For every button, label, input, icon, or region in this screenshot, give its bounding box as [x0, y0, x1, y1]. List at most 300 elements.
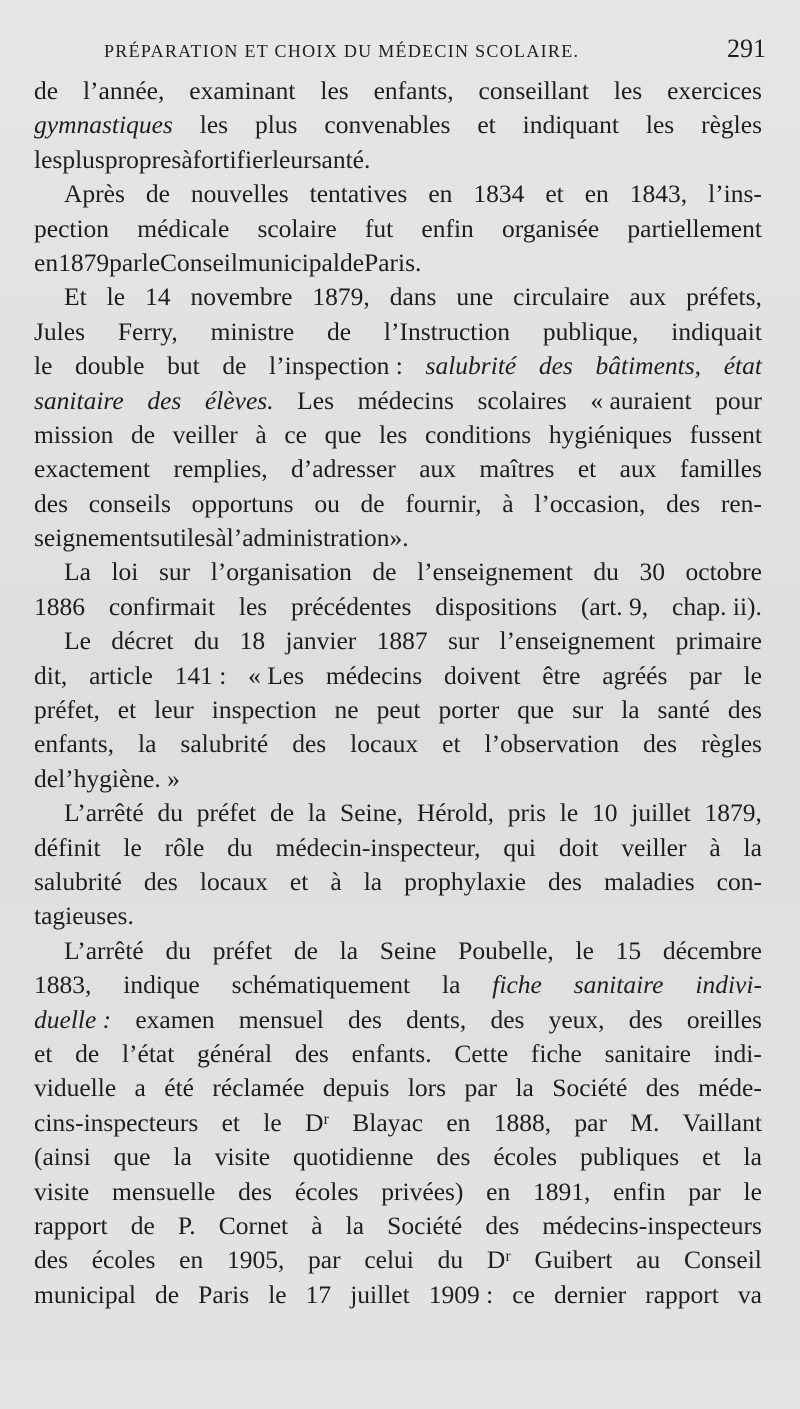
word: Le — [64, 626, 91, 656]
word: médicale — [137, 213, 230, 243]
word: la — [339, 935, 359, 965]
word: l’enseignement — [499, 626, 656, 656]
word: médecins-inspecteurs — [542, 1210, 762, 1240]
word: l’administration — [226, 523, 390, 553]
word: l’observation — [484, 729, 620, 759]
word: santé — [657, 695, 710, 725]
word: au — [636, 1245, 661, 1275]
word: Paris — [198, 1279, 250, 1309]
text-line — [34, 796, 762, 830]
word: général — [197, 1038, 273, 1068]
italic-word: sanitaire — [34, 385, 124, 415]
word: Poubelle, — [458, 935, 554, 965]
word: visite — [214, 1142, 271, 1172]
word: à — [255, 419, 267, 449]
text-line — [34, 1209, 762, 1243]
word: par — [574, 1107, 607, 1137]
word: plus — [62, 144, 105, 174]
word: ministre — [210, 316, 295, 346]
word: pection — [34, 213, 110, 243]
word: Société — [387, 1210, 463, 1240]
word: 30 — [639, 557, 665, 587]
word: l’organisation — [210, 557, 352, 587]
word: l’ins- — [708, 179, 762, 209]
word: et — [442, 729, 461, 759]
word: ». — [389, 523, 409, 553]
word: la — [173, 1142, 192, 1172]
word: l’Instruction — [383, 316, 510, 346]
word: définit — [34, 832, 101, 862]
word: que — [113, 1142, 151, 1172]
text-line — [34, 555, 762, 589]
word: mission — [34, 419, 114, 449]
text-line — [34, 108, 762, 142]
word: 10 — [591, 798, 618, 828]
word: quotidienne — [293, 1142, 414, 1172]
word: précédentes — [291, 591, 412, 621]
word: sur — [158, 557, 191, 587]
word: la — [442, 970, 461, 1000]
word: enfin — [613, 1176, 666, 1206]
word: du — [437, 1245, 464, 1275]
text-line — [34, 349, 762, 383]
word: dernier — [553, 1279, 627, 1309]
text-line — [34, 693, 762, 727]
word: en — [446, 1107, 471, 1137]
word: des — [645, 1073, 680, 1103]
word: fut — [364, 213, 394, 243]
text-line — [34, 452, 762, 486]
word: seignements — [34, 523, 161, 553]
word: et — [477, 110, 496, 140]
word: but — [167, 351, 200, 381]
word: veiller — [621, 832, 687, 862]
word: préfets, — [686, 282, 762, 312]
word: locaux — [199, 866, 268, 896]
word: L’arrêté — [64, 935, 144, 965]
running-title: PRÉPARATION ET CHOIX DU MÉDECIN SCOLAIRE. — [104, 41, 580, 61]
word: 1905, — [226, 1245, 285, 1275]
word: utiles — [160, 523, 216, 553]
word: examinant — [189, 76, 296, 105]
text-line — [34, 659, 762, 693]
word: ce — [512, 1279, 535, 1309]
word: sur — [572, 695, 604, 725]
word: des — [490, 1004, 525, 1034]
word: « auraient — [590, 385, 692, 415]
text-line — [34, 762, 762, 796]
word: à — [709, 832, 721, 862]
italic-word: état — [723, 351, 762, 381]
word: loi — [111, 557, 139, 587]
word: de — [222, 351, 247, 381]
word: 1891, — [532, 1176, 591, 1206]
word: de — [360, 488, 385, 518]
word: médecins — [325, 660, 423, 690]
word: de — [145, 179, 170, 209]
word: juillet — [631, 798, 691, 828]
word: dit, — [34, 660, 68, 690]
word: de — [339, 247, 365, 277]
word: qui — [503, 832, 536, 862]
word: préfet, — [34, 695, 100, 725]
word: fournir, — [405, 488, 482, 518]
word: opportuns — [191, 488, 294, 518]
word: Conseil — [683, 1245, 762, 1275]
word: Après — [64, 179, 125, 209]
word: 17 — [305, 1279, 332, 1309]
word: octobre — [685, 557, 762, 587]
word: de — [155, 1279, 180, 1309]
word: article — [89, 660, 153, 690]
word: juillet — [350, 1279, 410, 1309]
word: l’état — [121, 1038, 175, 1068]
word: Dʳ — [304, 1107, 329, 1137]
word: enfants, — [373, 76, 454, 105]
word: propres — [104, 144, 182, 174]
page-number: 291 — [727, 34, 766, 63]
word: conditions — [424, 419, 532, 449]
word: mensuel — [238, 1004, 324, 1034]
word: tentatives — [309, 179, 408, 209]
word: préfet — [196, 798, 257, 828]
word: et — [545, 179, 564, 209]
word: maîtres — [479, 454, 555, 484]
word: veiller — [172, 419, 238, 449]
word: et — [117, 695, 137, 725]
word: par — [109, 247, 142, 277]
word: des — [628, 1004, 663, 1034]
word: et — [702, 1142, 721, 1172]
word: Vaillant — [682, 1107, 762, 1137]
word: une — [456, 282, 494, 312]
word: le — [575, 935, 594, 965]
word: réclamée — [212, 1073, 305, 1103]
word: salubrité — [34, 866, 122, 896]
text-line — [34, 1140, 762, 1174]
word: écoles — [294, 1176, 359, 1206]
word: en — [34, 247, 59, 277]
word: des — [34, 1245, 68, 1275]
text-line — [34, 246, 762, 280]
word: par — [689, 660, 722, 690]
word: la — [515, 1073, 534, 1103]
word: les — [320, 76, 349, 105]
word: Paris. — [364, 247, 422, 277]
word: dispositions — [435, 591, 558, 621]
text-line — [34, 968, 762, 1002]
word: les — [34, 144, 63, 174]
word: écoles — [493, 1142, 558, 1172]
word: été — [164, 1073, 195, 1103]
word: depuis — [322, 1073, 390, 1103]
word: à — [181, 144, 193, 174]
word: municipal — [237, 247, 340, 277]
word: aux — [629, 282, 667, 312]
word: confirmait — [108, 591, 216, 621]
word: aux — [619, 454, 657, 484]
word: et — [34, 1038, 53, 1068]
word: en — [486, 1176, 511, 1206]
word: le — [263, 1107, 282, 1137]
word: des — [143, 866, 178, 896]
word: nouvelles — [190, 179, 289, 209]
word: de — [75, 1038, 100, 1068]
italic-word: des — [538, 351, 573, 381]
word: 14 — [144, 282, 171, 312]
word: remplies, — [173, 454, 268, 484]
text-line — [34, 212, 762, 246]
word: règles — [701, 110, 762, 140]
word: leur — [271, 144, 312, 174]
word: et — [221, 1107, 240, 1137]
word: organisée — [501, 213, 600, 243]
word: médecin-inspecteur, — [275, 832, 481, 862]
word: 1888, — [493, 1107, 552, 1137]
word: convenables — [324, 110, 451, 140]
word: ne — [334, 695, 359, 725]
word: Dʳ — [486, 1245, 511, 1275]
word: la — [363, 866, 383, 896]
word: lors — [407, 1073, 447, 1103]
word: exercices — [667, 76, 762, 105]
word: à — [330, 866, 342, 896]
word: aux — [419, 454, 457, 484]
word: de — [34, 763, 59, 793]
word: et — [577, 454, 597, 484]
word: ou — [314, 488, 340, 518]
word: M. — [630, 1107, 660, 1137]
word: de — [327, 316, 352, 346]
word: « Les — [248, 660, 305, 690]
word: inspection — [211, 695, 317, 725]
word: la — [307, 798, 327, 828]
word: con- — [716, 866, 762, 896]
word: indiquant — [522, 110, 619, 140]
word: indi- — [713, 1038, 762, 1068]
word: des — [727, 695, 762, 725]
word: médecins — [357, 385, 454, 415]
word: de — [293, 935, 318, 965]
word: le — [141, 247, 161, 277]
word: privées) — [381, 1176, 464, 1206]
word: en — [428, 179, 453, 209]
word: yeux, — [548, 1004, 605, 1034]
word: préfet — [212, 935, 273, 965]
text-line — [34, 934, 762, 968]
word: l’hygiène. » — [58, 763, 180, 793]
text-line — [34, 899, 762, 933]
word: enfants, — [34, 729, 115, 759]
word: rôle — [164, 832, 205, 862]
word: le — [743, 1176, 762, 1206]
word: dans — [389, 282, 437, 312]
word: visite — [34, 1176, 90, 1206]
word: Les — [297, 385, 334, 415]
word: l’enseignement — [417, 557, 573, 587]
word: locaux — [350, 729, 419, 759]
word: Cette — [454, 1038, 509, 1068]
word: maladies — [604, 866, 695, 896]
text-line — [34, 590, 762, 624]
word: circulaire — [513, 282, 610, 312]
text-line — [34, 1106, 762, 1140]
text-line — [34, 280, 762, 314]
word: 1843, — [629, 179, 688, 209]
word: des — [547, 866, 582, 896]
word: Société — [552, 1073, 628, 1103]
italic-word: fiche — [492, 970, 542, 1000]
word: par — [688, 1176, 721, 1206]
word: ce — [284, 419, 307, 449]
word: 1887 — [376, 626, 428, 656]
word: 15 — [615, 935, 642, 965]
word: doivent — [443, 660, 521, 690]
word: viduelle — [34, 1073, 117, 1103]
word: les — [199, 110, 229, 140]
word: l’année, — [82, 76, 165, 105]
word: des — [485, 1210, 520, 1240]
word: le — [34, 351, 53, 381]
word: prophylaxie — [404, 866, 526, 896]
word: Hérold, — [416, 798, 495, 828]
word: des — [294, 1038, 329, 1068]
text-line — [34, 624, 762, 658]
word: (ainsi — [34, 1142, 91, 1172]
word: chap. ii). — [672, 591, 762, 621]
italic-word: des — [147, 385, 182, 415]
text-line — [34, 831, 762, 865]
text-line — [34, 521, 762, 555]
word: conseils — [88, 488, 171, 518]
word: (art. 9, — [580, 591, 649, 621]
word: en — [179, 1245, 204, 1275]
word: L’arrêté — [64, 798, 144, 828]
word: double — [75, 351, 145, 381]
word: va — [737, 1279, 762, 1309]
word: 1886 — [34, 591, 85, 621]
italic-word: sanitaire — [573, 970, 664, 1000]
italic-word: bâtiments, — [595, 351, 702, 381]
word: pris — [507, 798, 547, 828]
running-head — [104, 34, 766, 66]
text-line — [34, 1243, 762, 1277]
word: cins-inspecteurs — [34, 1107, 199, 1137]
word: a — [134, 1073, 146, 1103]
word: des — [347, 1004, 382, 1034]
word: enfin — [421, 213, 474, 243]
word: mensuelle — [111, 1176, 216, 1206]
word: Cornet — [218, 1210, 289, 1240]
text-line — [34, 727, 762, 761]
word: doit — [558, 832, 599, 862]
italic-word: salubrité — [425, 351, 517, 381]
word: décret — [111, 626, 174, 656]
word: des — [292, 729, 327, 759]
word: plus — [254, 110, 298, 140]
word: les — [613, 76, 643, 105]
word: La — [64, 557, 91, 587]
word: Seine, — [340, 798, 404, 828]
word: que — [324, 419, 362, 449]
word: examen — [135, 1004, 215, 1034]
word: familles — [679, 454, 762, 484]
text-line — [34, 315, 762, 349]
word: par — [308, 1245, 341, 1275]
word: du — [165, 935, 191, 965]
word: scolaire — [257, 213, 337, 243]
text-line — [34, 1278, 762, 1312]
word: hygiéniques — [548, 419, 673, 449]
word: 1879 — [58, 247, 110, 277]
word: agréés — [602, 660, 668, 690]
word: le — [123, 832, 142, 862]
word: porter — [438, 695, 500, 725]
word: janvier — [285, 626, 357, 656]
italic-word: duelle : — [34, 1004, 112, 1034]
word: oreilles — [686, 1004, 762, 1034]
word: à — [502, 488, 514, 518]
word: schématiquement — [231, 970, 411, 1000]
word: indiquait — [671, 316, 762, 346]
word: des — [34, 488, 68, 518]
word: peut — [376, 695, 421, 725]
word: sanitaire — [604, 1038, 691, 1068]
word: l’inspection : — [269, 351, 403, 381]
italic-word: élèves. — [204, 385, 274, 415]
word: fiche — [530, 1038, 582, 1068]
word: tagieuses. — [34, 901, 134, 931]
word: Seine — [379, 935, 437, 965]
word: publiques — [580, 1142, 680, 1172]
word: le — [559, 798, 579, 828]
word: conseillant — [478, 76, 589, 105]
word: la — [138, 729, 157, 759]
word: du — [193, 626, 220, 656]
word: fussent — [689, 419, 762, 449]
word: par — [464, 1073, 498, 1103]
word: Ferry, — [117, 316, 178, 346]
word: des — [436, 1142, 471, 1172]
text-line — [34, 1175, 762, 1209]
word: Conseil — [160, 247, 238, 277]
word: novembre — [190, 282, 293, 312]
text-line — [34, 384, 762, 418]
text-line — [34, 143, 762, 177]
word: Jules — [34, 316, 85, 346]
word: publique, — [542, 316, 639, 346]
word: du — [227, 832, 253, 862]
word: de — [130, 1210, 155, 1240]
word: du — [157, 798, 184, 828]
word: à — [311, 1210, 323, 1240]
word: salubrité — [180, 729, 269, 759]
word: ren- — [720, 488, 762, 518]
word: scolaires — [477, 385, 567, 415]
text-line — [34, 1037, 762, 1071]
word: Guibert — [534, 1245, 613, 1275]
word: l’occasion, — [534, 488, 646, 518]
word: 141 : — [174, 660, 227, 690]
word: la — [345, 1210, 365, 1240]
text-line — [34, 74, 762, 108]
word: 1909 : — [428, 1279, 494, 1309]
word: que — [517, 695, 555, 725]
word: les — [238, 591, 268, 621]
word: 1879, — [312, 282, 370, 312]
word: écoles — [91, 1245, 156, 1275]
word: sur — [447, 626, 480, 656]
